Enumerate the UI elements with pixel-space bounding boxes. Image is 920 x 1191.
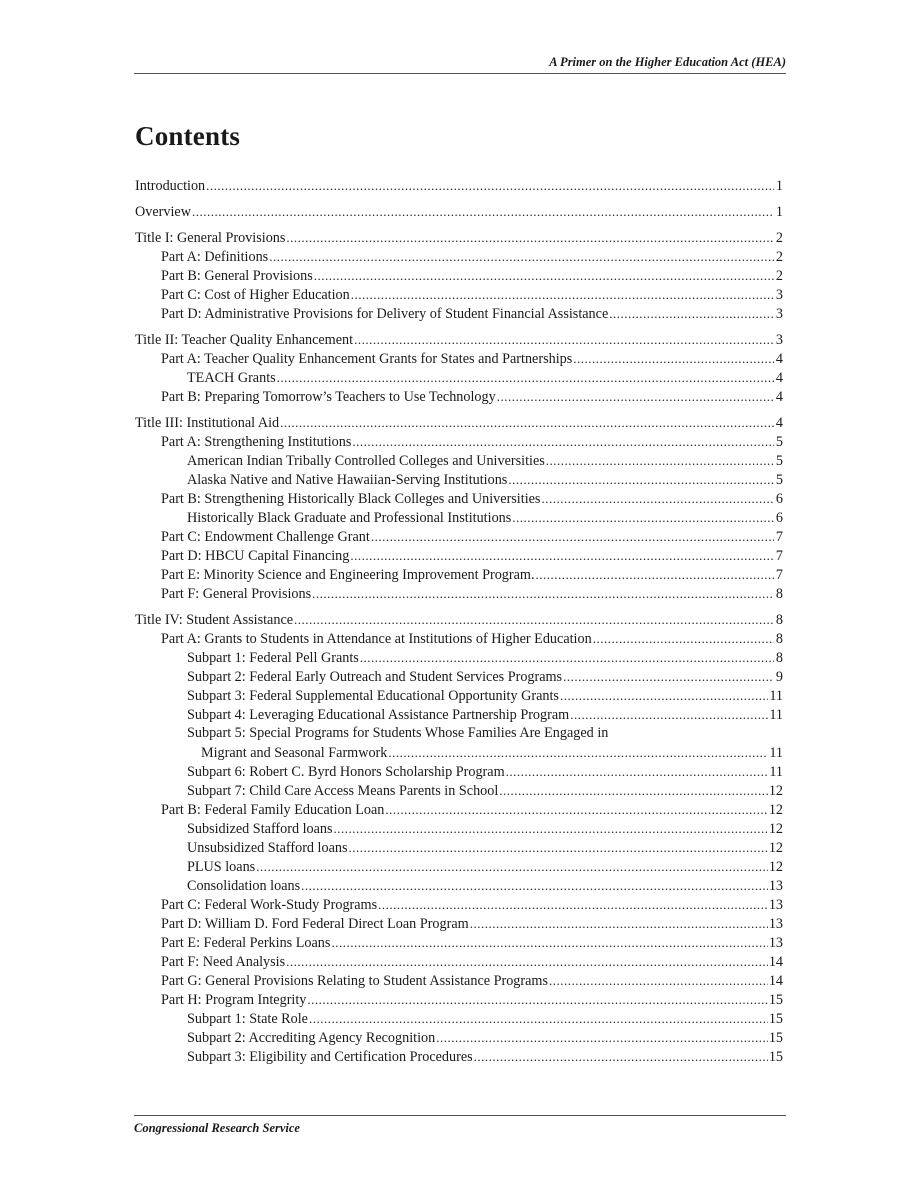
toc-entry[interactable] bbox=[135, 933, 783, 952]
toc-entry[interactable] bbox=[135, 565, 783, 584]
dot-leader bbox=[546, 451, 774, 470]
toc-entry-title: Part F: Need Analysis bbox=[161, 954, 286, 970]
toc-entry[interactable] bbox=[135, 285, 783, 304]
dot-leader bbox=[563, 667, 774, 686]
toc-entry-page-number: 6 bbox=[775, 491, 783, 507]
toc-entry[interactable] bbox=[135, 413, 783, 432]
toc-entry-page-number: 13 bbox=[768, 897, 783, 913]
toc-entry-title: Part B: Preparing Tomorrow’s Teachers to Use Technology bbox=[161, 389, 496, 405]
toc-entry-title: TEACH Grants bbox=[187, 370, 276, 386]
toc-entry-page-number: 5 bbox=[775, 434, 783, 450]
dot-leader bbox=[388, 743, 768, 762]
toc-entry-page-number: 12 bbox=[768, 859, 783, 875]
toc-entry-page-number: 2 bbox=[775, 230, 783, 246]
toc-entry-page-number: 13 bbox=[768, 916, 783, 932]
dot-leader bbox=[256, 857, 768, 876]
toc-entry-title: Subpart 5: Special Programs for Students Whose Families Are Engaged in bbox=[187, 725, 609, 741]
toc-entry[interactable] bbox=[135, 667, 783, 686]
toc-entry-page-number: 3 bbox=[775, 332, 783, 348]
toc-entry-page-number: 8 bbox=[775, 631, 783, 647]
toc-entry[interactable] bbox=[135, 971, 783, 990]
dot-leader bbox=[192, 202, 774, 221]
toc-entry[interactable] bbox=[135, 1028, 783, 1047]
toc-entry[interactable] bbox=[135, 387, 783, 406]
toc-entry[interactable] bbox=[135, 304, 783, 323]
toc-entry-page-number: 1 bbox=[775, 204, 783, 220]
toc-entry-page-number: 8 bbox=[775, 612, 783, 628]
dot-leader bbox=[560, 686, 768, 705]
toc-entry-page-number: 11 bbox=[769, 745, 783, 761]
toc-entry[interactable] bbox=[135, 838, 783, 857]
toc-entry-page-number: 1 bbox=[775, 178, 783, 194]
toc-entry-page-number: 7 bbox=[775, 548, 783, 564]
dot-leader bbox=[349, 838, 768, 857]
toc-entry[interactable] bbox=[135, 508, 783, 527]
dot-leader bbox=[512, 508, 774, 527]
dot-leader bbox=[314, 266, 774, 285]
toc-entry-page-number: 15 bbox=[768, 1049, 783, 1065]
toc-entry[interactable] bbox=[135, 1047, 783, 1066]
toc-entry-page-number: 2 bbox=[775, 249, 783, 265]
toc-entry-title: Part A: Strengthening Institutions bbox=[161, 434, 352, 450]
toc-entry-page-number: 7 bbox=[775, 567, 783, 583]
dot-leader bbox=[573, 349, 774, 368]
toc-entry[interactable] bbox=[135, 895, 783, 914]
toc-entry-title: Part C: Cost of Higher Education bbox=[161, 287, 350, 303]
toc-entry[interactable] bbox=[135, 247, 783, 266]
toc-entry-page-number: 4 bbox=[775, 351, 783, 367]
toc-entry-page-number: 15 bbox=[768, 1011, 783, 1027]
dot-leader bbox=[334, 819, 768, 838]
page-title: Contents bbox=[135, 121, 241, 151]
toc-entry-title: Subpart 4: Leveraging Educational Assistance Partnership Program bbox=[187, 707, 570, 723]
dot-leader bbox=[378, 895, 768, 914]
toc-entry[interactable] bbox=[135, 228, 783, 247]
toc-entry-title: Consolidation loans bbox=[187, 878, 301, 894]
dot-leader bbox=[593, 629, 774, 648]
toc-entry[interactable] bbox=[135, 743, 783, 762]
toc-entry[interactable] bbox=[135, 266, 783, 285]
toc-entry-page-number: 6 bbox=[775, 510, 783, 526]
toc-entry-page-number: 2 bbox=[775, 268, 783, 284]
toc-entry[interactable] bbox=[135, 546, 783, 565]
toc-entry-title: Subsidized Stafford loans bbox=[187, 821, 333, 837]
toc-entry-page-number: 12 bbox=[768, 802, 783, 818]
toc-entry-page-number: 11 bbox=[769, 688, 783, 704]
toc-entry[interactable] bbox=[135, 330, 783, 349]
toc-entry-title: Subpart 3: Eligibility and Certification Procedures bbox=[187, 1049, 473, 1065]
toc-entry-title: Part G: General Provisions Relating to Student Assistance Programs bbox=[161, 973, 548, 989]
toc-entry-title: Part F: General Provisions bbox=[161, 586, 312, 602]
dot-leader bbox=[536, 565, 774, 584]
toc-entry[interactable] bbox=[135, 470, 783, 489]
toc-entry-page-number: 8 bbox=[775, 650, 783, 666]
dot-leader bbox=[331, 933, 767, 952]
dot-leader bbox=[307, 990, 767, 1009]
toc-entry-title: Part A: Teacher Quality Enhancement Grants for States and Partnerships bbox=[161, 351, 573, 367]
dot-leader bbox=[541, 489, 774, 508]
toc-entry-page-number: 11 bbox=[769, 764, 783, 780]
toc-entry-title: Subpart 1: Federal Pell Grants bbox=[187, 650, 359, 666]
toc-entry-title: Part D: HBCU Capital Financing bbox=[161, 548, 350, 564]
toc-entry-page-number: 5 bbox=[775, 472, 783, 488]
toc-entry-title: Title II: Teacher Quality Enhancement bbox=[135, 332, 354, 348]
toc-entry[interactable] bbox=[135, 952, 783, 971]
toc-entry[interactable] bbox=[135, 629, 783, 648]
toc-entry-page-number: 15 bbox=[768, 1030, 783, 1046]
dot-leader bbox=[269, 247, 774, 266]
toc-entry-title: Subpart 6: Robert C. Byrd Honors Scholarship Program bbox=[187, 764, 505, 780]
toc-entry-title: Subpart 2: Federal Early Outreach and Student Services Programs bbox=[187, 669, 563, 685]
dot-leader bbox=[351, 285, 774, 304]
toc-entry-page-number: 11 bbox=[769, 707, 783, 723]
dot-leader bbox=[286, 228, 774, 247]
toc-entry[interactable] bbox=[135, 202, 783, 221]
toc-entry[interactable] bbox=[135, 686, 783, 705]
dot-leader bbox=[609, 304, 774, 323]
toc-entry-page-number: 5 bbox=[775, 453, 783, 469]
toc-entry-page-number: 3 bbox=[775, 287, 783, 303]
toc-entry-title: Part D: Administrative Provisions for Delivery of Student Financial Assistance bbox=[161, 306, 609, 322]
toc-entry-title: Part A: Definitions bbox=[161, 249, 269, 265]
dot-leader bbox=[371, 527, 774, 546]
toc-entry[interactable] bbox=[135, 781, 783, 800]
toc-entry-title: Part D: William D. Ford Federal Direct Loan Program bbox=[161, 916, 469, 932]
toc-entry-page-number: 4 bbox=[775, 415, 783, 431]
toc-entry-page-number: 15 bbox=[768, 992, 783, 1008]
toc-entry-page-number: 4 bbox=[775, 389, 783, 405]
toc-entry-page-number: 9 bbox=[775, 669, 783, 685]
toc-entry[interactable] bbox=[135, 349, 783, 368]
running-footer: Congressional Research Service bbox=[134, 1115, 786, 1136]
toc-entry-page-number: 7 bbox=[775, 529, 783, 545]
toc-entry-page-number: 12 bbox=[768, 840, 783, 856]
dot-leader bbox=[497, 387, 774, 406]
toc-entry[interactable] bbox=[135, 648, 783, 667]
dot-leader bbox=[506, 762, 769, 781]
dot-leader bbox=[385, 800, 767, 819]
toc-entry-title: Part H: Program Integrity bbox=[161, 992, 307, 1008]
toc-entry[interactable] bbox=[135, 527, 783, 546]
toc-entry-title: Unsubsidized Stafford loans bbox=[187, 840, 348, 856]
toc-entry-title: Part B: Strengthening Historically Black Colleges and Universities bbox=[161, 491, 541, 507]
toc-entry[interactable] bbox=[135, 432, 783, 451]
toc-entry[interactable] bbox=[135, 584, 783, 603]
dot-leader bbox=[312, 584, 774, 603]
dot-leader bbox=[360, 648, 774, 667]
toc-entry[interactable] bbox=[135, 762, 783, 781]
toc-entry-title: Part C: Endowment Challenge Grant bbox=[161, 529, 370, 545]
table-of-contents bbox=[135, 176, 783, 1066]
toc-entry-title: Part A: Grants to Students in Attendance at Institutions of Higher Education bbox=[161, 631, 592, 647]
dot-leader bbox=[301, 876, 768, 895]
dot-leader bbox=[474, 1047, 768, 1066]
toc-entry-title: Alaska Native and Native Hawaiian-Serving Institutions bbox=[187, 472, 508, 488]
toc-entry-page-number: 14 bbox=[768, 973, 783, 989]
dot-leader bbox=[350, 546, 774, 565]
dot-leader bbox=[309, 1009, 768, 1028]
toc-entry-title: Part E: Minority Science and Engineering Improvement Program. bbox=[161, 567, 535, 583]
toc-entry-title: Subpart 7: Child Care Access Means Parents in School bbox=[187, 783, 499, 799]
dot-leader bbox=[294, 610, 774, 629]
toc-entry-page-number: 12 bbox=[768, 821, 783, 837]
dot-leader bbox=[277, 368, 774, 387]
toc-entry-title: Subpart 2: Accrediting Agency Recognition bbox=[187, 1030, 436, 1046]
toc-entry-title: Part B: Federal Family Education Loan bbox=[161, 802, 385, 818]
dot-leader bbox=[352, 432, 774, 451]
toc-entry[interactable] bbox=[135, 819, 783, 838]
toc-entry[interactable] bbox=[135, 489, 783, 508]
toc-entry-title: Title III: Institutional Aid bbox=[135, 415, 280, 431]
toc-entry[interactable] bbox=[135, 914, 783, 933]
toc-entry-title: Introduction bbox=[135, 178, 206, 194]
toc-entry[interactable] bbox=[135, 368, 783, 387]
toc-entry-page-number: 13 bbox=[768, 878, 783, 894]
toc-entry-title: Subpart 3: Federal Supplemental Educational Opportunity Grants bbox=[187, 688, 559, 704]
running-header: A Primer on the Higher Education Act (HEA) bbox=[134, 55, 786, 74]
dot-leader bbox=[206, 176, 774, 195]
toc-entry-title: Part C: Federal Work-Study Programs bbox=[161, 897, 378, 913]
dot-leader bbox=[549, 971, 768, 990]
toc-entry[interactable] bbox=[135, 1009, 783, 1028]
toc-entry[interactable] bbox=[135, 990, 783, 1009]
toc-entry-page-number: 3 bbox=[775, 306, 783, 322]
toc-entry-title: Title IV: Student Assistance bbox=[135, 612, 294, 628]
toc-entry[interactable] bbox=[135, 876, 783, 895]
toc-entry-page-number: 8 bbox=[775, 586, 783, 602]
dot-leader bbox=[354, 330, 774, 349]
dot-leader bbox=[499, 781, 768, 800]
toc-entry-title: American Indian Tribally Controlled Colleges and Universities bbox=[187, 453, 545, 469]
dot-leader bbox=[570, 705, 768, 724]
toc-entry-title: Title I: General Provisions bbox=[135, 230, 286, 246]
toc-entry-page-number: 12 bbox=[768, 783, 783, 799]
dot-leader bbox=[436, 1028, 768, 1047]
toc-entry[interactable] bbox=[135, 724, 783, 743]
toc-entry-title: Part E: Federal Perkins Loans bbox=[161, 935, 331, 951]
toc-entry-title: Historically Black Graduate and Professional Institutions bbox=[187, 510, 512, 526]
dot-leader bbox=[280, 413, 774, 432]
toc-entry-title: Overview bbox=[135, 204, 191, 220]
toc-entry-page-number: 4 bbox=[775, 370, 783, 386]
toc-entry-title: Migrant and Seasonal Farmwork bbox=[201, 745, 388, 761]
dot-leader bbox=[508, 470, 774, 489]
toc-entry[interactable] bbox=[135, 176, 783, 195]
toc-entry[interactable] bbox=[135, 610, 783, 629]
toc-entry-title: Subpart 1: State Role bbox=[187, 1011, 308, 1027]
toc-entry[interactable] bbox=[135, 705, 783, 724]
toc-entry-title: PLUS loans bbox=[187, 859, 256, 875]
toc-entry[interactable] bbox=[135, 451, 783, 470]
toc-entry[interactable] bbox=[135, 857, 783, 876]
toc-entry-page-number: 13 bbox=[768, 935, 783, 951]
toc-entry-title: Part B: General Provisions bbox=[161, 268, 313, 284]
dot-leader bbox=[286, 952, 768, 971]
toc-entry[interactable] bbox=[135, 800, 783, 819]
dot-leader bbox=[470, 914, 768, 933]
toc-entry-page-number: 14 bbox=[768, 954, 783, 970]
